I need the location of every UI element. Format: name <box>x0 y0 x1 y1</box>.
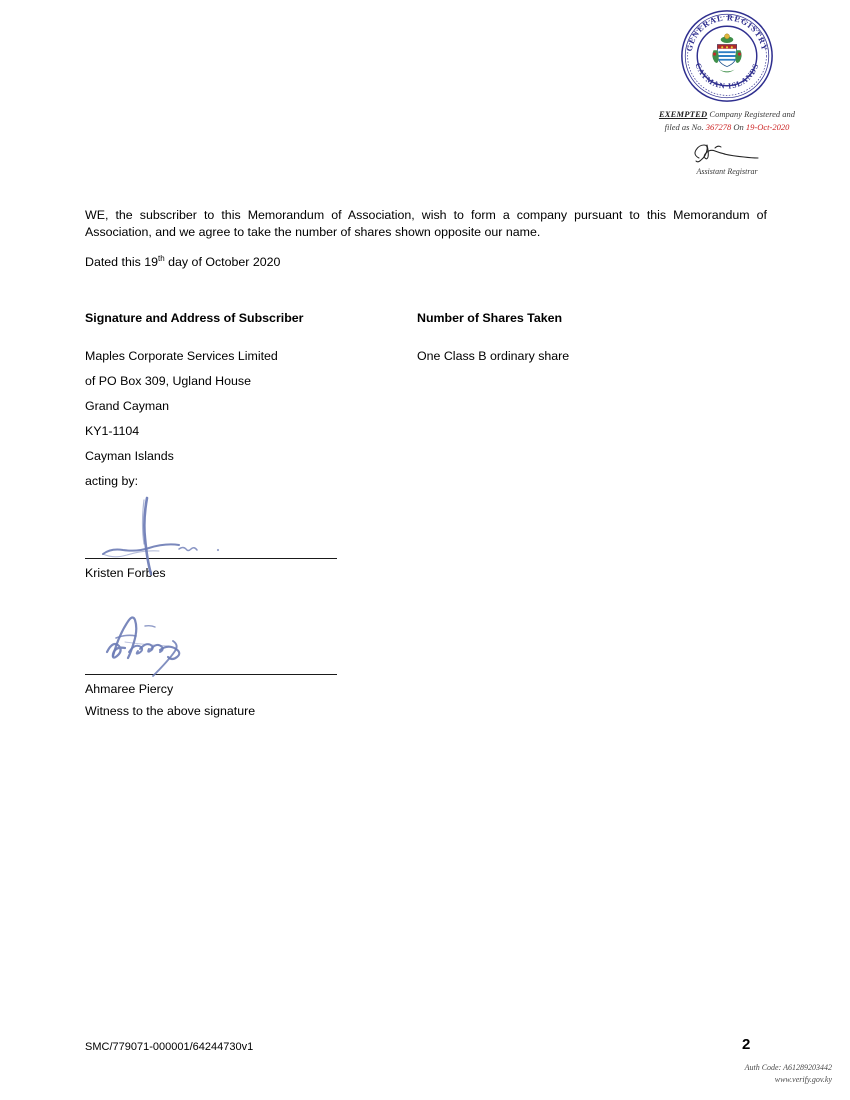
ahmaree-piercy-signature <box>85 612 337 674</box>
registry-stamp <box>622 8 832 176</box>
dated-prefix: Dated this 19 <box>85 255 159 270</box>
coat-of-arms-icon <box>712 34 741 72</box>
assistant-registrar-signature <box>622 140 832 166</box>
shares-taken-value: One Class B ordinary share <box>417 349 570 363</box>
subscriber-address-block <box>85 344 278 494</box>
exempted-label: EXEMPTED <box>658 109 708 119</box>
signature-rule <box>85 558 337 559</box>
registration-date: 19-Oct-2020 <box>745 122 790 133</box>
page-number: 2 <box>742 1036 751 1053</box>
registration-number: 367278 <box>705 122 732 133</box>
kristen-forbes-signature <box>85 496 337 558</box>
seal-top-arc-text: GENERAL REGISTRY <box>684 13 770 53</box>
address-line: Grand Cayman <box>85 399 170 413</box>
verify-url: www.verify.gov.ky <box>774 1074 832 1084</box>
dated-ordinal-suffix: th <box>158 254 165 263</box>
document-reference: SMC/779071-000001/64244730v1 <box>85 1041 254 1053</box>
witness-caption: Witness to the above signature <box>85 704 256 718</box>
dated-line <box>85 250 280 271</box>
auth-code: Auth Code: A61289203442 <box>744 1063 832 1072</box>
address-line: of PO Box 309, Ugland House <box>85 374 251 388</box>
seal-container <box>622 8 832 104</box>
signature-block-subscriber <box>85 496 337 584</box>
general-registry-seal-icon <box>679 8 775 104</box>
stamp-on-label: On <box>731 122 746 133</box>
address-line: KY1-1104 <box>85 424 140 438</box>
subscriber-column-heading: Signature and Address of Subscriber <box>85 311 304 325</box>
subscriber-signatory-name: Kristen Forbes <box>85 566 166 580</box>
acting-by-line: acting by: <box>85 474 139 488</box>
intro-paragraph: WE, the subscriber to this Memorandum of Association, wish to form a company pursuant to this Memorandum of Association, and we agree to take the number of shares shown opposite our name. <box>85 208 767 239</box>
shares-taken-block <box>417 344 569 369</box>
address-line: Maples Corporate Services Limited <box>85 349 278 363</box>
assistant-registrar-label: Assistant Registrar <box>696 167 758 177</box>
stamp-line1-rest: Company Registered and <box>707 109 796 119</box>
witness-signatory-name: Ahmaree Piercy <box>85 682 174 696</box>
seal-bottom-arc-text: CAYMAN ISLANDS <box>693 61 761 91</box>
dated-suffix: day of October 2020 <box>164 255 281 270</box>
stamp-registration-line-2 <box>622 121 832 134</box>
signature-rule <box>85 674 337 675</box>
shares-column-heading: Number of Shares Taken <box>417 311 563 325</box>
filed-as-no-label: filed as No. <box>664 122 706 133</box>
address-line: Cayman Islands <box>85 449 174 463</box>
signature-block-witness <box>85 612 337 722</box>
auth-code-block <box>745 1062 832 1085</box>
stamp-registration-line-1 <box>622 108 832 121</box>
